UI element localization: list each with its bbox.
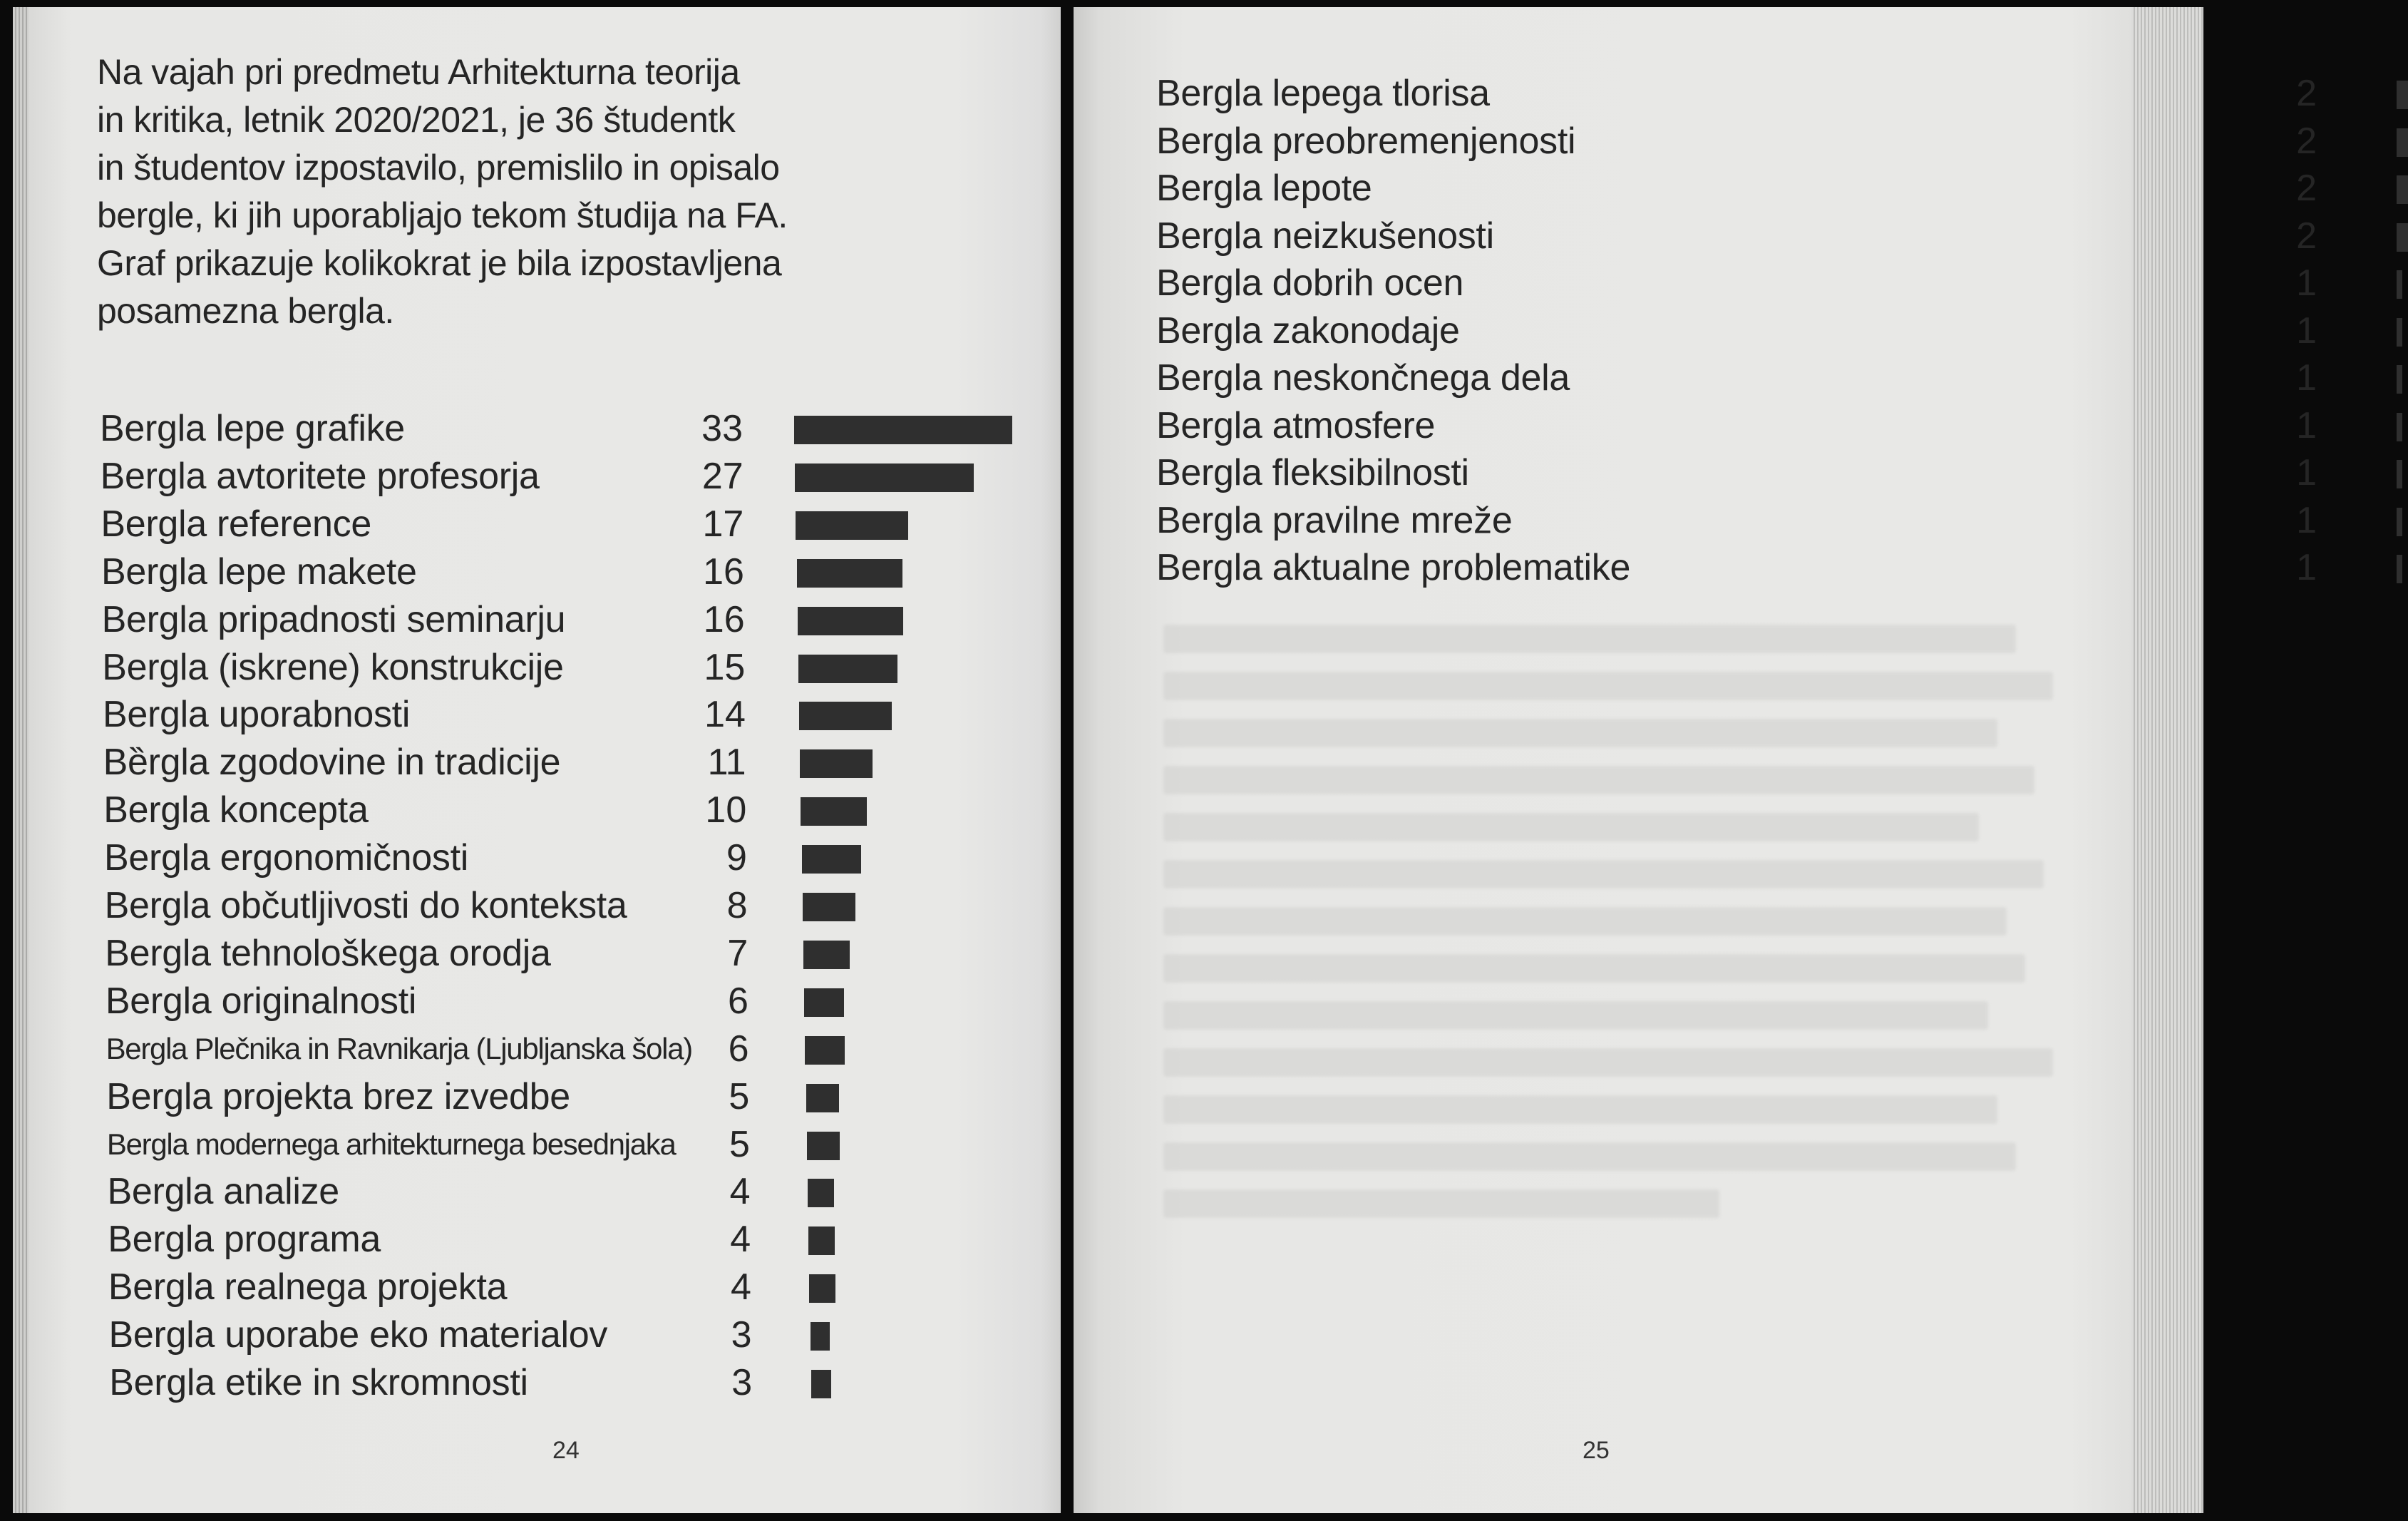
bar-label: Bergla realnega projekta [108, 1266, 508, 1309]
intro-line: in kritika, letnik 2020/2021, je 36 študentk [97, 100, 736, 140]
bar [2397, 175, 2408, 204]
bar-label: Bergla uporabe eko materialov [108, 1314, 608, 1356]
bar [2397, 365, 2402, 394]
bar-label: Bergla lepe grafike [100, 408, 405, 449]
chart-row [108, 1264, 1035, 1311]
bar-label: Bergla (iskrene) konstrukcije [102, 646, 564, 688]
bar [2397, 555, 2402, 583]
bar-label: Bergla lepote [1156, 168, 1372, 209]
show-through-text [1163, 606, 2090, 1218]
bar-label: Bergla lepega tlorisa [1156, 73, 1490, 114]
bar-value: 9 [726, 837, 747, 879]
bar-label: Bergla modernega arhitekturnega besednjaka [106, 1127, 676, 1161]
chart-row [108, 1168, 1034, 1215]
page-edge-right [2131, 7, 2203, 1513]
bar [2397, 508, 2402, 536]
bar [811, 1322, 830, 1351]
bar [800, 749, 873, 778]
bar-value: 2 [2296, 73, 2317, 114]
bar [797, 559, 902, 588]
bar-label: Bergla koncepta [103, 789, 369, 831]
chart-row [1156, 449, 2317, 496]
bar-label: Bergla pripadnosti seminarju [101, 598, 566, 640]
bar-value: 1 [2296, 309, 2317, 352]
bar-value: 15 [704, 646, 746, 688]
bar-value: 16 [703, 550, 744, 593]
bar [2397, 270, 2402, 299]
left-page [29, 7, 1071, 1513]
page-edge-left [13, 7, 29, 1513]
bar-label: Bergla občutljivosti do konteksta [104, 885, 627, 926]
chart-row [101, 501, 1027, 548]
bar [809, 1274, 835, 1303]
chart-row [109, 1359, 1036, 1406]
bar-value: 16 [703, 598, 745, 640]
bar-label: Bergla avtoritete profesorja [100, 455, 540, 497]
bar [808, 1226, 835, 1255]
bar-value: 4 [729, 1171, 751, 1213]
page-number-left: 24 [552, 1437, 580, 1464]
bar-label: Bergla ergonomičnosti [103, 837, 469, 879]
bar [798, 607, 903, 635]
chart-row [1156, 544, 2317, 591]
chart-row [101, 453, 1027, 500]
chart-row [103, 787, 1030, 834]
bar-value: 1 [2296, 547, 2317, 588]
bar-label: Bergla aktualne problematike [1156, 547, 1631, 588]
bar-label: Bergla Plečnika in Ravnikarja (Ljubljanska šola) [106, 1031, 692, 1065]
bar-label: Bergla tehnološkega orodja [105, 932, 551, 974]
chart-row [109, 1311, 1036, 1358]
intro-line: in študentov izpostavilo, premislilo in opisalo [97, 148, 780, 188]
bar-value: 7 [727, 932, 748, 974]
bar-label: Bergla atmosfere [1156, 404, 1436, 446]
bar-value: 2 [2296, 215, 2317, 257]
bar-value: 8 [726, 885, 748, 926]
bar-value: 3 [731, 1362, 753, 1403]
bar [808, 1179, 834, 1207]
chart-row [1156, 260, 2317, 307]
bar-label: Bergla projekta brez izvedbe [106, 1075, 570, 1117]
chart-row [106, 1073, 1033, 1120]
bar-label: Bȅrgla zgodovine in tradicije [103, 742, 561, 784]
bar-value: 33 [701, 408, 743, 449]
chart-row [1156, 402, 2317, 449]
bar [801, 797, 867, 826]
chart-row [1156, 70, 2317, 117]
bar [806, 1084, 839, 1112]
chart-row [103, 691, 1029, 738]
chart-row [1156, 165, 2317, 212]
bar [811, 1370, 831, 1398]
bar-value: 2 [2296, 120, 2317, 162]
chart-row [1156, 354, 2317, 401]
chart-row [1156, 497, 2317, 544]
bar-value: 2 [2296, 168, 2317, 209]
bar-label: Bergla pravilne mreže [1156, 499, 1513, 541]
bar [796, 511, 908, 540]
chart-row [1156, 118, 2317, 165]
chart-row [1156, 212, 2317, 260]
chart-row [108, 1216, 1034, 1263]
chart-row [102, 644, 1029, 691]
bar [2397, 81, 2408, 109]
bar-label: Bergla zakonodaje [1156, 309, 1460, 352]
bar-value: 1 [2296, 357, 2317, 399]
bar [807, 1132, 840, 1160]
bar-value: 14 [704, 694, 746, 736]
bar [799, 702, 892, 730]
bar-label: Bergla uporabnosti [102, 694, 411, 736]
bar-value: 5 [729, 1123, 750, 1165]
page-number-right: 25 [1583, 1437, 1610, 1464]
bar-value: 27 [701, 455, 744, 497]
bar [795, 464, 973, 492]
intro-paragraph [97, 48, 952, 335]
bar-value: 1 [2296, 262, 2317, 304]
bar-label: Bergla fleksibilnosti [1156, 452, 1469, 493]
bar-label: Bergla preobremenjenosti [1156, 120, 1576, 162]
bar [2397, 318, 2402, 347]
bar [794, 416, 1012, 444]
chart-row [101, 548, 1028, 595]
bar-value: 11 [707, 742, 746, 784]
intro-line: Graf prikazuje kolikokrat je bila izpostavljena [97, 243, 782, 283]
book-spine [1061, 0, 1074, 1521]
chart-row [100, 405, 1027, 452]
chart-row [104, 834, 1031, 881]
bar-value: 10 [705, 789, 747, 831]
bar-label: Bergla dobrih ocen [1156, 262, 1464, 304]
bar-value: 1 [2296, 452, 2317, 493]
intro-line: Na vajah pri predmetu Arhitekturna teorija [97, 52, 740, 92]
bar-value: 6 [727, 980, 748, 1022]
bar-label: Bergla reference [101, 503, 371, 545]
intro-line: posamezna bergla. [97, 291, 394, 331]
chart-row [105, 930, 1031, 977]
chart-row [107, 1121, 1034, 1168]
bar [802, 845, 861, 874]
chart-row [105, 882, 1031, 929]
bar-label: Bergla etike in skromnosti [109, 1362, 528, 1403]
bar-value: 1 [2296, 404, 2317, 446]
intro-line: bergle, ki jih uporabljajo tekom študija na FA. [97, 195, 788, 235]
bar [798, 655, 897, 683]
right-page [1071, 7, 2317, 1513]
bar-value: 4 [730, 1266, 751, 1309]
bar [2397, 460, 2402, 488]
bar-value: 6 [728, 1028, 749, 1070]
bar-value: 4 [730, 1219, 751, 1261]
bar-label: Bergla originalnosti [105, 980, 417, 1022]
bar [805, 1036, 845, 1065]
bar-label: Bergla programa [108, 1219, 381, 1261]
bar [2397, 128, 2408, 157]
chart-row [103, 739, 1030, 786]
bar-value: 17 [702, 503, 744, 545]
bar [803, 941, 850, 969]
bar-label: Bergla neskončnega dela [1156, 357, 1570, 399]
chart-row [106, 1025, 1033, 1072]
bar [2397, 223, 2408, 252]
bar-value: 1 [2296, 499, 2317, 541]
bar [804, 988, 844, 1017]
bar [803, 893, 855, 921]
bar-label: Bergla lepe makete [101, 550, 417, 593]
chart-row [102, 596, 1029, 643]
chart-row [1156, 307, 2317, 354]
bar [2397, 413, 2402, 441]
bar-label: Bergla analize [107, 1171, 339, 1213]
chart-row [106, 978, 1032, 1025]
bar-value: 5 [729, 1075, 750, 1117]
bar-value: 3 [731, 1314, 752, 1356]
bar-label: Bergla neizkušenosti [1156, 215, 1494, 257]
